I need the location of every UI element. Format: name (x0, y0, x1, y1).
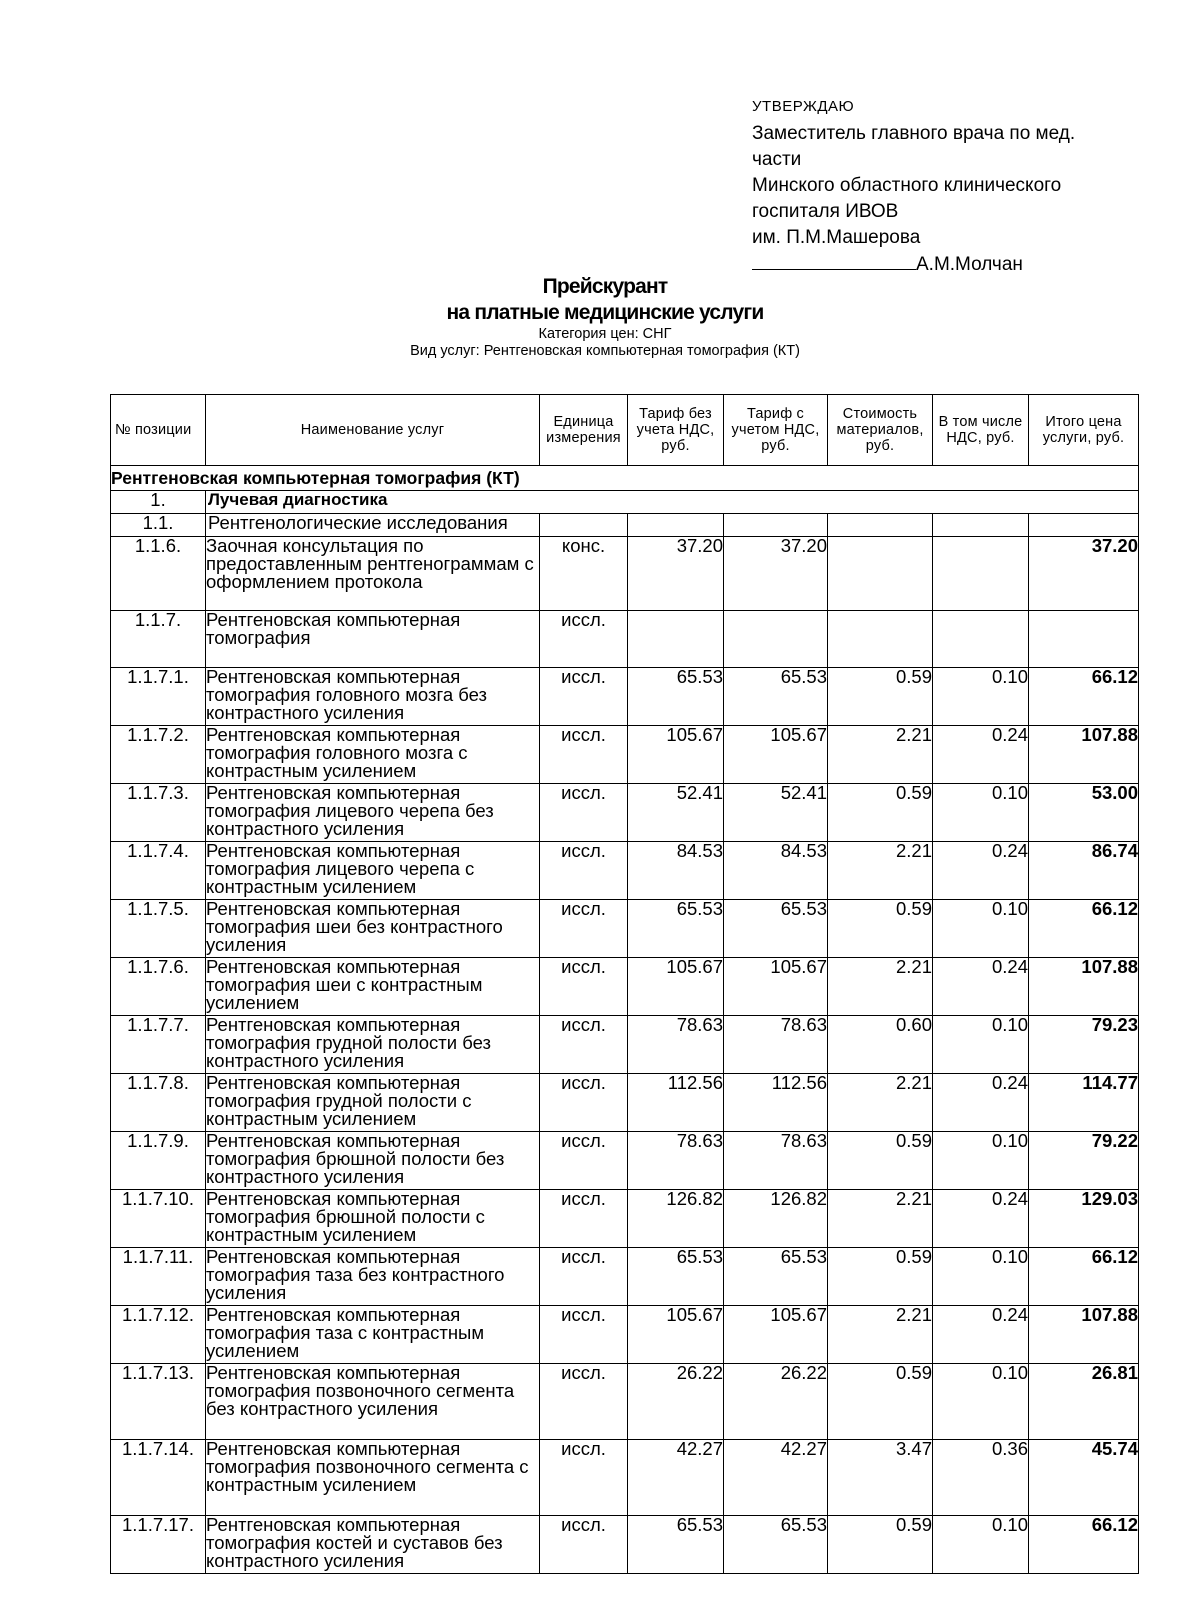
subgroup-row (111, 514, 1139, 537)
row-tariff-no-vat: 65.53 (628, 668, 724, 726)
row-unit: иссл. (540, 1306, 628, 1364)
row-tariff-vat: 126.82 (724, 1190, 828, 1248)
row-tariff-vat: 105.67 (724, 726, 828, 784)
row-total: 114.77 (1029, 1074, 1139, 1132)
row-incl-vat: 0.24 (933, 1306, 1029, 1364)
signer-name: А.М.Молчан (916, 254, 1023, 275)
row-materials: 2.21 (828, 958, 933, 1016)
row-total: 66.12 (1029, 668, 1139, 726)
row-total: 53.00 (1029, 784, 1139, 842)
row-materials: 2.21 (828, 1074, 933, 1132)
row-materials: 0.59 (828, 1132, 933, 1190)
row-incl-vat: 0.36 (933, 1440, 1029, 1516)
row-unit: иссл. (540, 1190, 628, 1248)
row-incl-vat: 0.10 (933, 668, 1029, 726)
row-name: Рентгеновская компьютерная томография (206, 611, 540, 668)
row-materials: 3.47 (828, 1440, 933, 1516)
approval-line: Заместитель главного врача по мед. (752, 123, 1076, 144)
row-unit: конс. (540, 537, 628, 611)
group-row (111, 491, 1139, 514)
row-num: 1.1.6. (111, 537, 206, 611)
row-tariff-no-vat (628, 611, 724, 668)
row-tariff-no-vat: 105.67 (628, 726, 724, 784)
row-tariff-vat: 105.67 (724, 958, 828, 1016)
row-tariff-vat: 26.22 (724, 1364, 828, 1440)
row-materials: 0.59 (828, 668, 933, 726)
row-total: 129.03 (1029, 1190, 1139, 1248)
empty-cell (540, 514, 628, 537)
row-num: 1.1.7.4. (111, 842, 206, 900)
row-total: 107.88 (1029, 1306, 1139, 1364)
document-subtitle: на платные медицинские услуги (446, 301, 764, 324)
table-header-row (111, 395, 1139, 466)
row-tariff-no-vat: 84.53 (628, 842, 724, 900)
row-name: Рентгеновская компьютерная томография головного мозга без контрастного усиления (206, 668, 540, 726)
row-unit: иссл. (540, 1016, 628, 1074)
row-tariff-vat: 42.27 (724, 1440, 828, 1516)
row-tariff-vat: 78.63 (724, 1132, 828, 1190)
row-name: Рентгеновская компьютерная томография позвоночного сегмента с контрастным усилением (206, 1440, 540, 1516)
row-tariff-no-vat: 52.41 (628, 784, 724, 842)
row-unit: иссл. (540, 1364, 628, 1440)
row-name: Рентгеновская компьютерная томография костей и суставов без контрастного усиления (206, 1516, 540, 1574)
row-total: 79.23 (1029, 1016, 1139, 1074)
row-name: Рентгеновская компьютерная томография головного мозга с контрастным усилением (206, 726, 540, 784)
row-name: Рентгеновская компьютерная томография таза без контрастного усиления (206, 1248, 540, 1306)
row-name: Рентгеновская компьютерная томография шеи с контрастным усилением (206, 958, 540, 1016)
row-tariff-no-vat: 78.63 (628, 1016, 724, 1074)
row-total: 45.74 (1029, 1440, 1139, 1516)
subgroup-num: 1.1. (111, 514, 206, 537)
row-num: 1.1.7.8. (111, 1074, 206, 1132)
row-unit: иссл. (540, 842, 628, 900)
row-num: 1.1.7.1. (111, 668, 206, 726)
row-name: Рентгеновская компьютерная томография грудной полости с контрастным усилением (206, 1074, 540, 1132)
row-num: 1.1.7.2. (111, 726, 206, 784)
price-table (110, 394, 1139, 1574)
group-name: Лучевая диагностика (206, 491, 1139, 514)
row-tariff-no-vat: 26.22 (628, 1364, 724, 1440)
row-unit: иссл. (540, 1132, 628, 1190)
row-total: 66.12 (1029, 1248, 1139, 1306)
empty-cell (1029, 514, 1139, 537)
row-num: 1.1.7.14. (111, 1440, 206, 1516)
header-name: Наименование услуг (206, 395, 540, 466)
row-unit: иссл. (540, 726, 628, 784)
row-tariff-no-vat: 112.56 (628, 1074, 724, 1132)
row-total: 37.20 (1029, 537, 1139, 611)
row-tariff-vat: 65.53 (724, 1248, 828, 1306)
row-total: 66.12 (1029, 1516, 1139, 1574)
row-incl-vat: 0.10 (933, 1132, 1029, 1190)
row-num: 1.1.7.17. (111, 1516, 206, 1574)
row-tariff-no-vat: 105.67 (628, 1306, 724, 1364)
header-materials: Стоимость материалов, руб. (828, 395, 933, 466)
row-tariff-no-vat: 78.63 (628, 1132, 724, 1190)
table-row (111, 1248, 1139, 1306)
empty-cell (933, 514, 1029, 537)
row-num: 1.1.7.3. (111, 784, 206, 842)
header-unit: Единица измерения (540, 395, 628, 466)
row-tariff-no-vat: 65.53 (628, 900, 724, 958)
row-incl-vat: 0.10 (933, 1364, 1029, 1440)
empty-cell (628, 514, 724, 537)
table-row (111, 1132, 1139, 1190)
row-materials (828, 611, 933, 668)
row-materials: 0.59 (828, 900, 933, 958)
table-row (111, 611, 1139, 668)
table-row (111, 1306, 1139, 1364)
row-unit: иссл. (540, 1440, 628, 1516)
row-tariff-vat: 52.41 (724, 784, 828, 842)
row-num: 1.1.7.13. (111, 1364, 206, 1440)
row-num: 1.1.7. (111, 611, 206, 668)
row-unit: иссл. (540, 784, 628, 842)
row-num: 1.1.7.7. (111, 1016, 206, 1074)
row-num: 1.1.7.10. (111, 1190, 206, 1248)
table-row (111, 842, 1139, 900)
row-num: 1.1.7.11. (111, 1248, 206, 1306)
row-total: 66.12 (1029, 900, 1139, 958)
approval-line: госпиталя ИВОВ (752, 201, 899, 222)
row-incl-vat: 0.24 (933, 726, 1029, 784)
row-tariff-no-vat: 37.20 (628, 537, 724, 611)
table-row (111, 1016, 1139, 1074)
row-num: 1.1.7.12. (111, 1306, 206, 1364)
row-name: Рентгеновская компьютерная томография таза с контрастным усилением (206, 1306, 540, 1364)
row-materials: 2.21 (828, 842, 933, 900)
row-name: Рентгеновская компьютерная томография грудной полости без контрастного усиления (206, 1016, 540, 1074)
service-type: Вид услуг: Рентгеновская компьютерная томография (КТ) (410, 343, 800, 359)
row-unit: иссл. (540, 611, 628, 668)
approval-line: Минского областного клинического (752, 175, 1062, 196)
row-materials: 0.59 (828, 1248, 933, 1306)
row-unit: иссл. (540, 1248, 628, 1306)
row-materials: 2.21 (828, 1190, 933, 1248)
row-materials: 0.60 (828, 1016, 933, 1074)
row-tariff-vat: 78.63 (724, 1016, 828, 1074)
table-row (111, 900, 1139, 958)
row-tariff-vat: 84.53 (724, 842, 828, 900)
approval-heading: УТВЕРЖДАЮ (752, 98, 855, 115)
document-titles (0, 274, 1200, 360)
section-row (111, 466, 1139, 491)
row-name: Рентгеновская компьютерная томография позвоночного сегмента без контрастного усиления (206, 1364, 540, 1440)
row-unit: иссл. (540, 668, 628, 726)
row-tariff-no-vat: 42.27 (628, 1440, 724, 1516)
row-materials: 2.21 (828, 1306, 933, 1364)
table-row (111, 668, 1139, 726)
row-tariff-vat: 65.53 (724, 900, 828, 958)
document-title: Прейскурант (542, 275, 668, 298)
price-category: Категория цен: СНГ (538, 326, 672, 342)
row-incl-vat: 0.10 (933, 1248, 1029, 1306)
row-incl-vat: 0.10 (933, 1516, 1029, 1574)
row-materials: 0.59 (828, 1516, 933, 1574)
row-incl-vat: 0.10 (933, 1016, 1029, 1074)
row-incl-vat: 0.10 (933, 784, 1029, 842)
table-row (111, 958, 1139, 1016)
row-tariff-vat: 65.53 (724, 668, 828, 726)
group-num: 1. (111, 491, 206, 514)
row-tariff-no-vat: 65.53 (628, 1516, 724, 1574)
row-tariff-no-vat: 126.82 (628, 1190, 724, 1248)
row-materials: 0.59 (828, 784, 933, 842)
row-incl-vat (933, 611, 1029, 668)
row-name: Рентгеновская компьютерная томография брюшной полости с контрастным усилением (206, 1190, 540, 1248)
row-total: 86.74 (1029, 842, 1139, 900)
row-tariff-no-vat: 105.67 (628, 958, 724, 1016)
header-incl-vat: В том числе НДС, руб. (933, 395, 1029, 466)
table-row (111, 1190, 1139, 1248)
row-incl-vat (933, 537, 1029, 611)
row-tariff-vat (724, 611, 828, 668)
row-materials: 2.21 (828, 726, 933, 784)
row-name: Рентгеновская компьютерная томография шеи без контрастного усиления (206, 900, 540, 958)
row-tariff-vat: 65.53 (724, 1516, 828, 1574)
table-row (111, 1516, 1139, 1574)
row-unit: иссл. (540, 900, 628, 958)
row-total: 107.88 (1029, 726, 1139, 784)
row-total (1029, 611, 1139, 668)
row-incl-vat: 0.24 (933, 958, 1029, 1016)
row-num: 1.1.7.6. (111, 958, 206, 1016)
table-row (111, 1364, 1139, 1440)
row-name: Заочная консультация по предоставленным рентгенограммам с оформлением протокола (206, 537, 540, 611)
row-tariff-no-vat: 65.53 (628, 1248, 724, 1306)
row-total: 26.81 (1029, 1364, 1139, 1440)
row-materials (828, 537, 933, 611)
empty-cell (724, 514, 828, 537)
row-tariff-vat: 112.56 (724, 1074, 828, 1132)
table-row (111, 1074, 1139, 1132)
row-incl-vat: 0.24 (933, 842, 1029, 900)
table-row (111, 1440, 1139, 1516)
approval-line: им. П.М.Машерова (752, 227, 921, 248)
row-tariff-vat: 37.20 (724, 537, 828, 611)
row-incl-vat: 0.24 (933, 1074, 1029, 1132)
row-incl-vat: 0.10 (933, 900, 1029, 958)
approval-line: части (752, 149, 802, 170)
header-tariff-no-vat: Тариф без учета НДС, руб. (628, 395, 724, 466)
row-materials: 0.59 (828, 1364, 933, 1440)
row-name: Рентгеновская компьютерная томография лицевого черепа с контрастным усилением (206, 842, 540, 900)
table-row (111, 784, 1139, 842)
row-num: 1.1.7.5. (111, 900, 206, 958)
table-row (111, 537, 1139, 611)
signature-blank (752, 251, 916, 270)
row-name: Рентгеновская компьютерная томография брюшной полости без контрастного усиления (206, 1132, 540, 1190)
approval-block (752, 98, 1172, 278)
row-unit: иссл. (540, 958, 628, 1016)
empty-cell (828, 514, 933, 537)
table-row (111, 726, 1139, 784)
row-unit: иссл. (540, 1074, 628, 1132)
subgroup-name: Рентгенологические исследования (206, 514, 540, 537)
row-tariff-vat: 105.67 (724, 1306, 828, 1364)
section-title: Рентгеновская компьютерная томография (КТ) (111, 466, 1139, 491)
row-unit: иссл. (540, 1516, 628, 1574)
row-total: 107.88 (1029, 958, 1139, 1016)
row-num: 1.1.7.9. (111, 1132, 206, 1190)
header-total: Итого цена услуги, руб. (1029, 395, 1139, 466)
header-pos: № позиции (111, 395, 206, 466)
row-name: Рентгеновская компьютерная томография лицевого черепа без контрастного усиления (206, 784, 540, 842)
row-total: 79.22 (1029, 1132, 1139, 1190)
row-incl-vat: 0.24 (933, 1190, 1029, 1248)
header-tariff-vat: Тариф с учетом НДС, руб. (724, 395, 828, 466)
